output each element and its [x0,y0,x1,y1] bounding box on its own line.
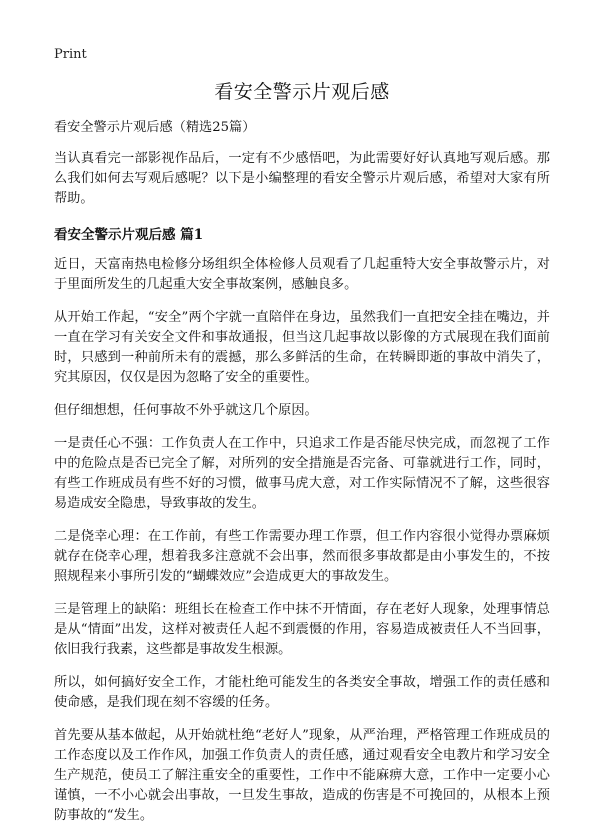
body-paragraph: 所以，如何搞好安全工作，才能杜绝可能发生的各类安全事故，增强工作的责任感和使命感，是我们现在刻不容缓的任务。 [54,675,550,710]
body-paragraph: 近日，天富南热电检修分场组织全体检修人员观看了几起重特大安全事故警示片，对于里面所发生的几起重大安全事故案例，感触良多。 [54,257,550,292]
body-paragraph: 一是责任心不强：工作负责人在工作中，只追求工作是否能尽快完成，而忽视了工作中的危险点是否已完全了解，对所列的安全措施是否完备、可靠就进行工作，同时，有些工作班成员有些不好的习惯，做事马虎大意，对工作实际情况不了解，这些很容易造成安全隐患，导致事故的发生。 [54,436,550,511]
body-paragraph: 首先要从基本做起，从开始就杜绝“老好人”现象，从严治理，严格管理工作班成员的工作态度以及工作作风，加强工作负责人的责任感，通过观看安全电教片和学习安全生产规范，使员工了解注重安全的重要性，工作中不能麻痹大意，工作中一定要小心谨慎，一不小心就会出事故，一旦发生事故，造成的伤害是不可挽回的，从根本上预防事故的“发生。 [54,728,550,823]
body-paragraph: 但仔细想想，任何事故不外乎就这几个原因。 [54,403,318,418]
print-link[interactable]: Print [54,47,87,62]
body-paragraph: 二是侥幸心理：在工作前，有些工作需要办理工作票，但工作内容很小觉得办票麻烦就存在侥幸心理，想着我多注意就不会出事，然而很多事故都是由小事发生的，不按照规程来小事所引发的“蝴蝶效应”会造成更大的事故发生。 [54,529,550,584]
intro-paragraph: 当认真看完一部影视作品后，一定有不少感悟吧，为此需要好好认真地写观后感。那么我们如何去写观后感呢？以下是小编整理的看安全警示片观后感，希望对大家有所帮助。 [54,151,550,206]
section-heading: 看安全警示片观后感 篇1 [54,227,204,243]
document-body [54,118,550,839]
body-paragraph: 从开始工作起，“安全”两个字就一直陪伴在身边，虽然我们一直把安全挂在嘴边，并一直在学习有关安全文件和事故通报，但当这几起事故以影像的方式展现在我们面前时，只感到一种前所未有的震撼，那么多鲜活的生命，在转瞬即逝的事故中消失了，究其原因，仅仅是因为忽略了安全的重要性。 [54,310,550,385]
document-subtitle: 看安全警示片观后感（精选25篇） [54,120,256,135]
page-title: 看安全警示片观后感 [214,81,390,103]
body-paragraph: 三是管理上的缺陷：班组长在检查工作中抹不开情面，存在老好人现象，处理事情总是从“情面”出发，这样对被责任人起不到震慑的作用，容易造成被责任人不当回事，依旧我行我素，这些都是事故发生根源。 [54,602,550,657]
